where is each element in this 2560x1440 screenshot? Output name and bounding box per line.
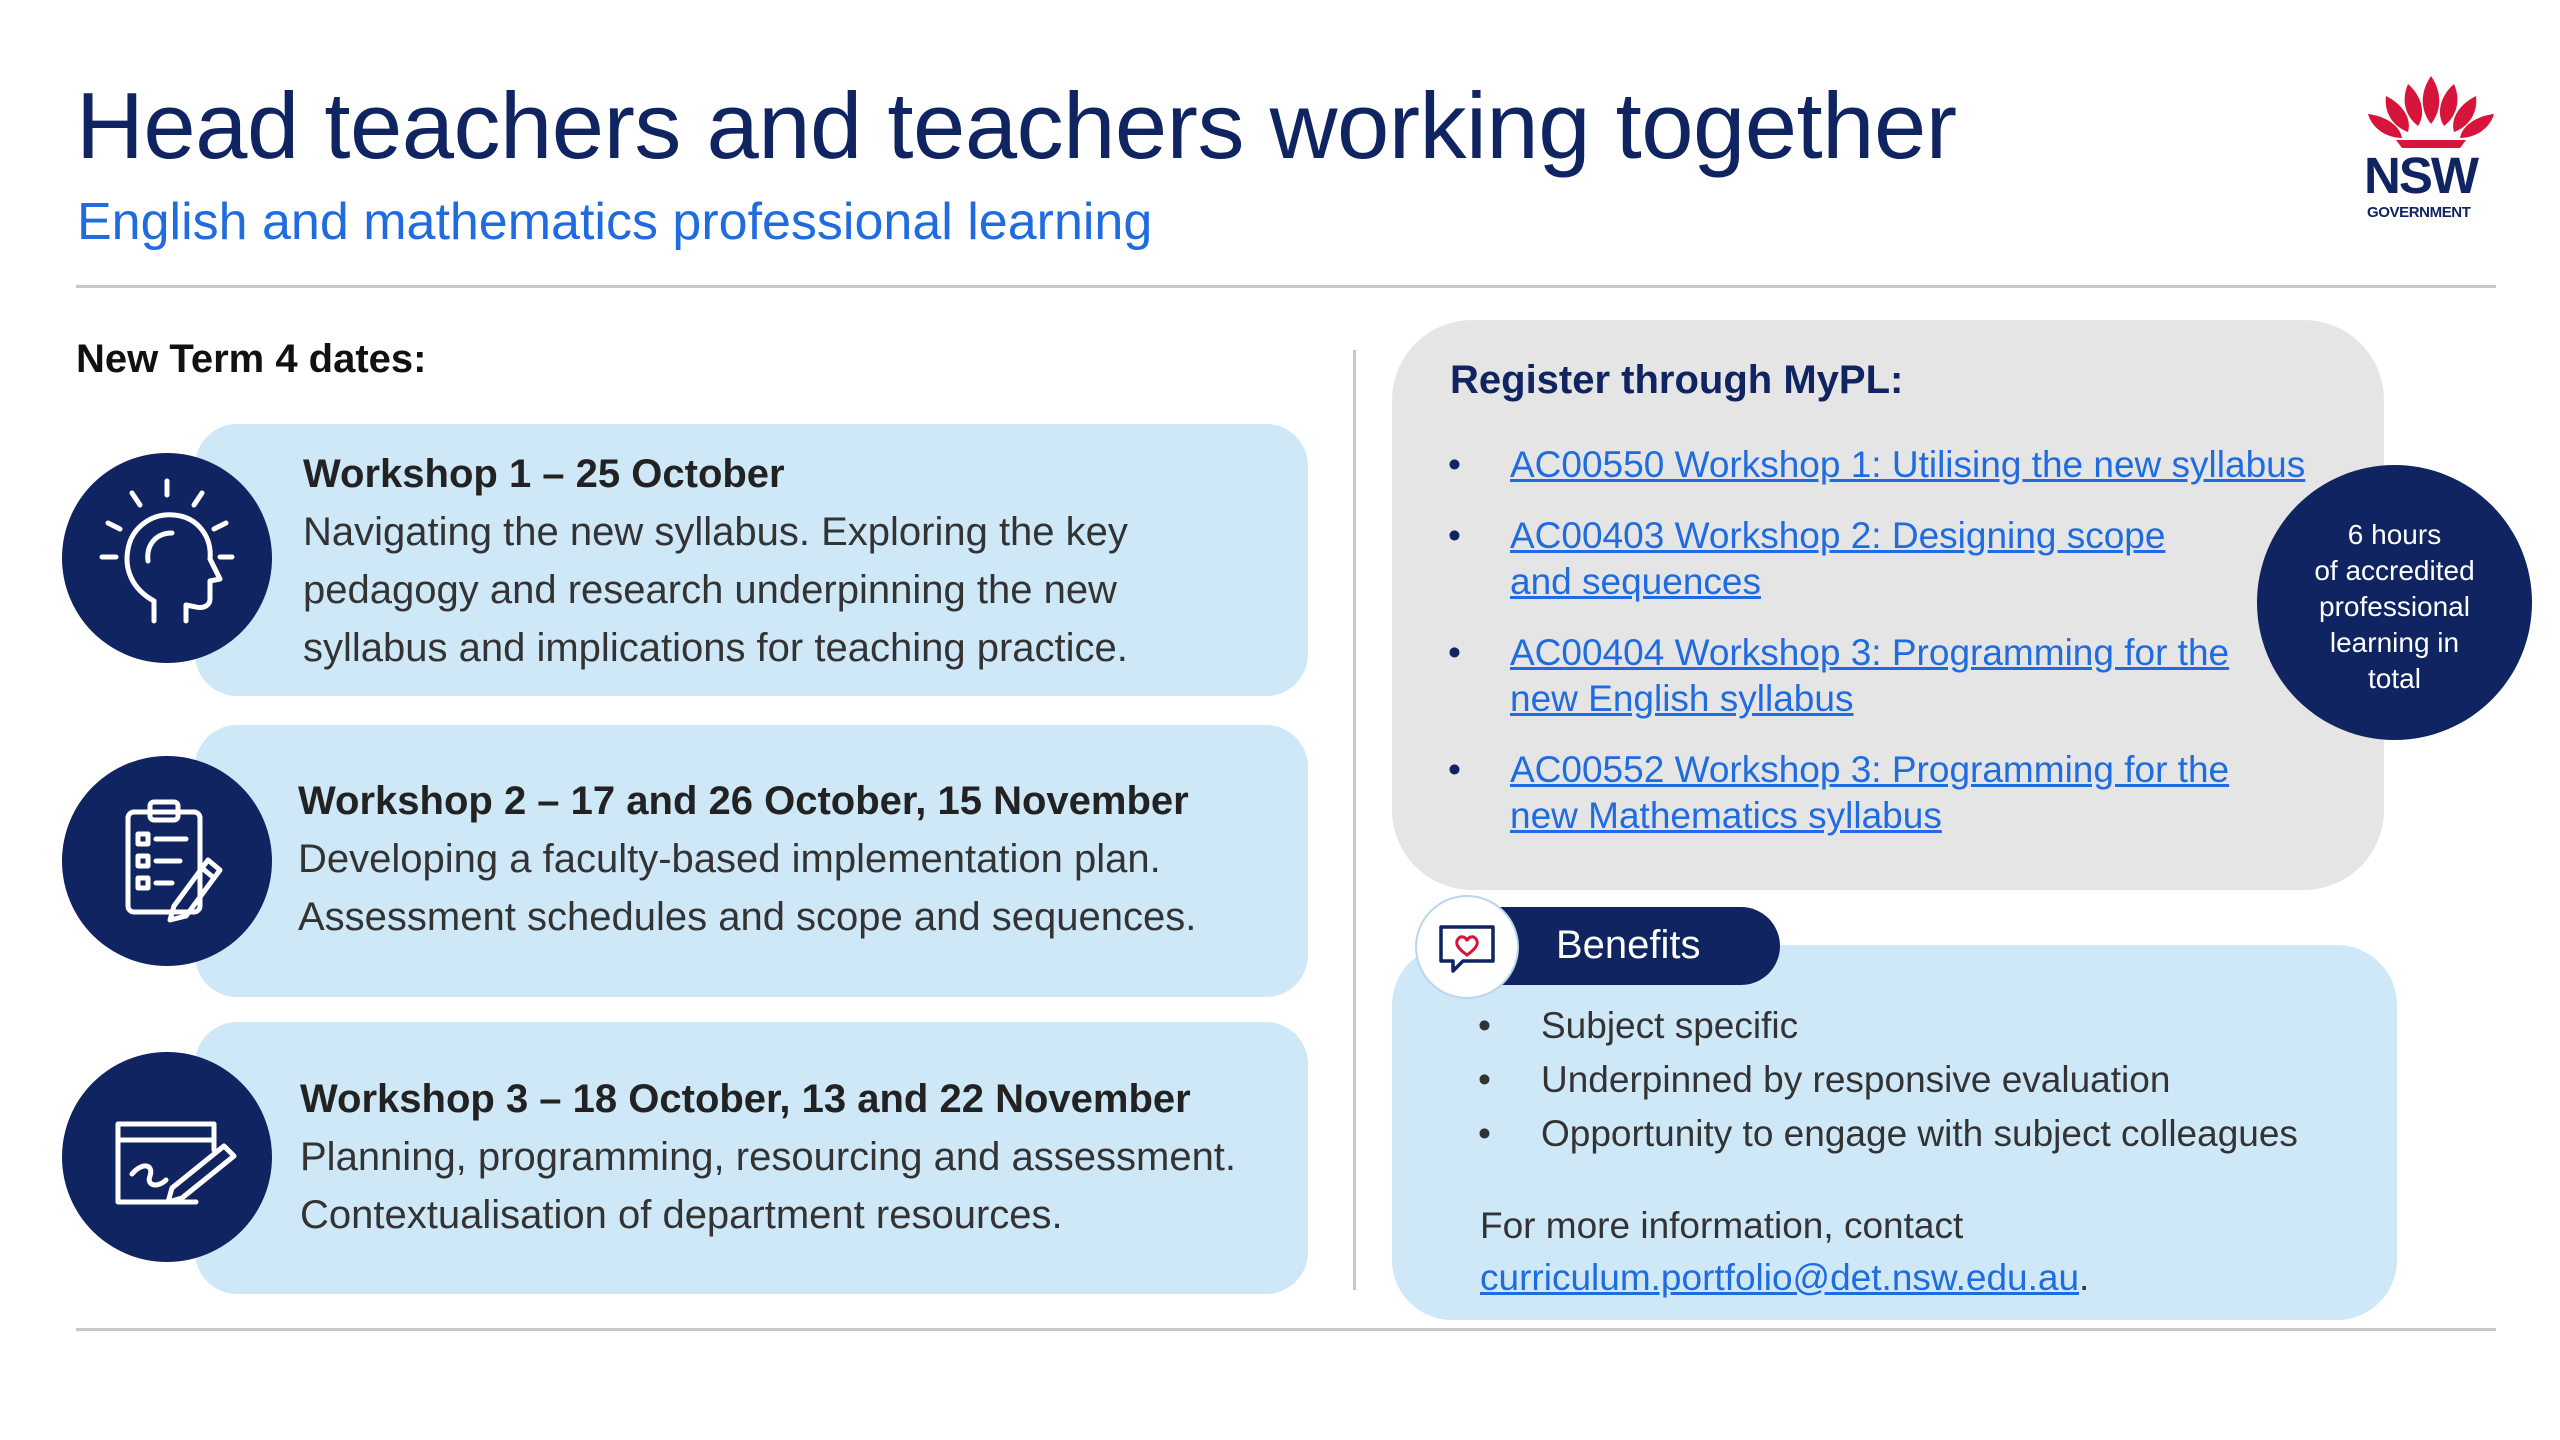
head-idea-icon-graphic — [62, 453, 272, 663]
waratah-icon — [2356, 70, 2506, 150]
contact-line — [1480, 1257, 2089, 1299]
mypl-link-ac00550[interactable]: AC00550 Workshop 1: Utilising the new syllabus — [1510, 444, 2306, 485]
clipboard-checklist-icon-graphic — [62, 756, 272, 966]
workshop-3-text — [300, 1070, 1290, 1244]
logo-subtext: GOVERNMENT — [2367, 204, 2471, 221]
workshop-3-title: Workshop 3 – 18 October, 13 and 22 November — [300, 1077, 1191, 1121]
bullet: • — [1448, 444, 1461, 485]
page-subtitle: English and mathematics professional learning — [77, 193, 1153, 251]
mypl-link-ac00404[interactable]: AC00404 Workshop 3: Programming for the new English syllabus — [1510, 632, 2230, 719]
page-title: Head teachers and teachers working together — [76, 73, 1957, 178]
contact-suffix: . — [2079, 1257, 2090, 1298]
register-heading: Register through MyPL: — [1450, 358, 1904, 402]
accredited-hours-badge — [2257, 465, 2532, 740]
benefits-label: Benefits — [1556, 923, 1701, 967]
benefit-text: Opportunity to engage with subject colleagues — [1541, 1113, 2298, 1154]
workshop-1-title: Workshop 1 – 25 October — [303, 452, 785, 496]
planning-pen-icon — [62, 1052, 272, 1262]
benefit-text: Underpinned by responsive evaluation — [1541, 1059, 2171, 1100]
clipboard-checklist-icon — [62, 756, 272, 966]
heart-chat-icon-graphic — [1417, 897, 1517, 997]
planning-pen-icon-graphic — [62, 1052, 272, 1262]
bullet: • — [1478, 1059, 1491, 1100]
mypl-list-item — [1448, 442, 2348, 488]
contact-text: For more information, contact — [1480, 1205, 1964, 1246]
workshop-3-desc-line: Planning, programming, resourcing and assessment. — [300, 1135, 1237, 1179]
nsw-government-logo — [2356, 70, 2506, 230]
workshop-1-desc-line: syllabus and implications for teaching practice. — [303, 626, 1128, 670]
mypl-link-ac00552[interactable]: AC00552 Workshop 3: Programming for the new Mathematics syllabus — [1510, 749, 2230, 836]
mypl-link-ac00403[interactable]: AC00403 Workshop 2: Designing scope and sequences — [1510, 515, 2166, 602]
workshop-1-desc-line: pedagogy and research underpinning the new — [303, 568, 1117, 612]
workshop-2-desc-line: Developing a faculty-based implementation plan. — [298, 837, 1161, 881]
contact-email-link[interactable]: curriculum.portfolio@det.nsw.edu.au — [1480, 1257, 2080, 1298]
head-idea-icon — [62, 453, 272, 663]
footer-divider — [76, 1328, 2496, 1331]
workshop-1-text — [303, 445, 1283, 677]
hours-badge-line: of accredited — [2314, 555, 2475, 586]
workshop-2-title: Workshop 2 – 17 and 26 October, 15 November — [298, 779, 1189, 823]
mypl-list-item — [1448, 630, 2348, 722]
bullet: • — [1448, 632, 1461, 673]
workshop-2-text — [298, 772, 1288, 946]
bullet: • — [1478, 1113, 1491, 1154]
bullet: • — [1478, 1005, 1491, 1046]
header-divider — [76, 285, 2496, 288]
workshop-1-desc-line: Navigating the new syllabus. Exploring the key — [303, 510, 1128, 554]
mypl-list-item — [1448, 747, 2348, 839]
logo-wordmark: NSW — [2364, 147, 2477, 204]
hours-badge-line: professional — [2319, 591, 2470, 622]
heart-chat-icon — [1415, 895, 1519, 999]
column-divider — [1353, 350, 1356, 1290]
workshop-2-desc-line: Assessment schedules and scope and sequences. — [298, 895, 1197, 939]
bullet: • — [1448, 749, 1461, 790]
workshop-3-desc-line: Contextualisation of department resources. — [300, 1193, 1063, 1237]
hours-badge-line: learning in — [2329, 627, 2460, 658]
term-dates-heading: New Term 4 dates: — [76, 337, 427, 381]
benefit-text: Subject specific — [1541, 1005, 1799, 1046]
hours-badge-line: total — [2368, 663, 2421, 694]
mypl-list-item — [1448, 513, 2348, 605]
bullet: • — [1448, 515, 1461, 556]
hours-badge-line: 6 hours — [2347, 519, 2442, 550]
